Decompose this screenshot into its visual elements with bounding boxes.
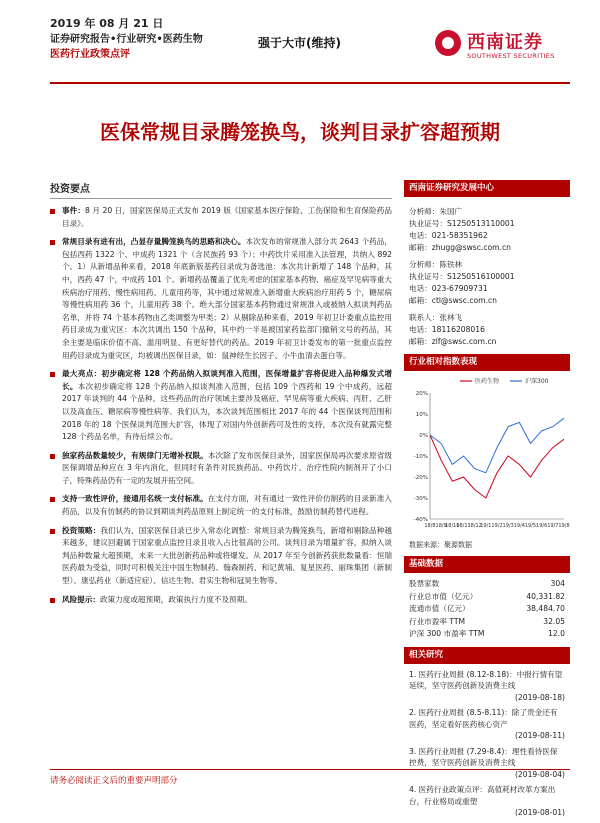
x-tick-label: 19/8 bbox=[558, 523, 570, 529]
bullet-square-icon bbox=[50, 529, 55, 534]
analyst-id: 执业证号：S1250513110001 bbox=[409, 219, 515, 228]
paragraph-text: 我们认为，国家医保目录已步入常态化调整：常规目录为腾笼换鸟，新增和剔除品种越来越多，建议回避属于国家重点监控目录且收入占比很高的公司。谈判目录为增量扩容，拟纳入谈判品种数量大超预期，未来一大批创新药品种或将爆发。从 2017 年至今创新药获批数量看：恒瑞医药最为受益，同时可积极关注中国生物制药、翰森制药、和记黄埔、复星医药、丽珠集团（新制型）、康弘药业（新适应症）、信达生物、君实生物和冠昊生物等。 bbox=[62, 525, 393, 586]
x-tick-label: 19/3 bbox=[502, 523, 514, 529]
analyst-email[interactable]: 邮箱：zlf@swsc.com.cn bbox=[409, 337, 497, 346]
legend-label: 沪深300 bbox=[525, 378, 549, 385]
chart-area bbox=[404, 371, 570, 539]
paragraph-text: 政策力度或超预期，政策执行力度不及预期。 bbox=[99, 594, 252, 604]
main-content bbox=[50, 180, 392, 612]
y-tick-label: 0% bbox=[419, 433, 428, 439]
report-title: 医保常规目录腾笼换鸟，谈判目录扩容超预期 bbox=[100, 120, 500, 144]
chart-source-note: 数据来源：聚源数据 bbox=[409, 541, 472, 549]
paragraph-lead: 事件： bbox=[62, 206, 86, 215]
related-item[interactable] bbox=[409, 669, 565, 704]
sidebar bbox=[404, 180, 570, 823]
footer-disclaimer: 请务必阅读正文后的重要声明部分 bbox=[50, 776, 178, 786]
chart-box bbox=[404, 354, 570, 550]
related-item[interactable] bbox=[409, 746, 565, 781]
paragraph-lead: 独家药品数量较少，有规律门无增补权限。 bbox=[62, 450, 208, 460]
report-category: 证券研究报告•行业研究•医药生物 bbox=[50, 34, 203, 45]
related-heading: 相关研究 bbox=[404, 647, 570, 664]
x-tick-label: 18/11 bbox=[456, 523, 471, 529]
analyst-email[interactable]: 邮箱：zhugg@swsc.com.cn bbox=[409, 243, 511, 252]
company-logo bbox=[435, 28, 565, 68]
paragraph-lead: 常规目录有进有出，凸显存量腾笼换鸟的思路和决心。 bbox=[62, 237, 246, 247]
y-tick-label: -30% bbox=[413, 496, 428, 502]
related-item[interactable] bbox=[409, 707, 565, 742]
paragraph-list bbox=[50, 205, 392, 606]
x-tick-label: 18/9 bbox=[435, 523, 447, 529]
y-tick-label: 20% bbox=[415, 391, 428, 397]
x-tick-label: 19/1 bbox=[480, 523, 492, 529]
analyst-email[interactable]: 邮箱：ctl@swsc.com.cn bbox=[409, 296, 497, 305]
basic-data-row bbox=[404, 603, 570, 616]
paragraph-text: 本次除了发布医保目录外，国家医保局再次要求原省级医保调增品种应在 3 年内消化，但同时有条件对民族药品、中药饮片、治疗性院内制剂开了小口子，特殊药品仍有一定的发展开拓空间。 bbox=[62, 450, 393, 485]
paragraph-lead: 支持一致性评价，接通用名统一支付标准。 bbox=[62, 494, 208, 504]
analyst-name: 联系人：张林飞 bbox=[409, 313, 463, 322]
basic-data-row bbox=[404, 591, 570, 604]
x-tick-label: 18/8 bbox=[424, 523, 436, 529]
basic-data-label: 流通市值（亿元） bbox=[409, 604, 470, 613]
y-tick-label: -10% bbox=[413, 454, 428, 460]
basic-data-value: 40,331.82 bbox=[526, 591, 565, 601]
basic-data-value: 38,484.70 bbox=[526, 604, 565, 613]
y-tick-label: 10% bbox=[415, 412, 428, 418]
related-date: (2019-08-18) bbox=[514, 692, 565, 702]
bullet-square-icon bbox=[50, 240, 55, 245]
section-heading: 投资要点 bbox=[50, 180, 392, 199]
basic-data-row bbox=[404, 628, 570, 641]
basic-data-row bbox=[404, 578, 570, 591]
basic-data-value: 32.05 bbox=[543, 616, 565, 626]
related-title: 1. 医药行业周报 (8.12-8.18)：中报行情有望延续，坚守医药创新及消费主线 bbox=[409, 669, 563, 690]
logo-text-cn: 西南证券 bbox=[467, 32, 543, 53]
summary-paragraph bbox=[50, 594, 392, 607]
analyst-phone: 电话：023-67909731 bbox=[409, 284, 488, 293]
paragraph-text: 本次初步确定将 128 个药品纳入拟谈判准入范围，包括 109 个西药和 19 个中成药，远超 2017 年谈判的 44 个品种。这些药品的治疗领域主要涉及癌症、罕见病等重大疾病、丙肝、乙肝以及高血压、糖尿病等慢性病等。我们认为，本次谈判范围相比 2017 年的 44 个医保谈判范围和 2018 年的 18 个医保谈判范围大扩容，体现了对国内外创新药可及性的支持，本次没有就露完整 128 个药品名单，有待后续公布。 bbox=[62, 381, 392, 442]
related-date: (2019-08-04) bbox=[514, 769, 565, 779]
bullet-square-icon bbox=[50, 454, 55, 459]
analyst-id: 执业证号：S1250516100001 bbox=[409, 272, 515, 281]
related-research-list bbox=[404, 664, 570, 819]
summary-paragraph bbox=[50, 236, 392, 362]
analyst-list bbox=[404, 197, 570, 348]
basic-data-heading: 基础数据 bbox=[404, 556, 570, 573]
paragraph-text: 本次发布的常规准入部分共 2643 个药品，包括西药 1322 个、中成药 1321 个（含民族药 93 个）；中药饮片采用准入法管理，共纳入 892 个。1）从新增品种来看，2018 年底新版基药目录成为备选池：本次共计新增了 148 个品种，其中，西药 47 个，中成药 101 个。新增药品覆盖了优先考虑的国家基本药物、癌症及罕见病等重大疾病治疗用药、慢性病用药、儿童用药等，其中通过常规准入新增重大疾病治疗用药 5 个，糖尿病等慢性病用药 36 个，儿童用药 38 个。绝大部分国家基本药物通过常规准入或被纳入拟谈判药品名单，并将 74 个基本药物由乙类调整为甲类；2）从剔除品种来看，2019 年初卫计委重点监控用药目录成为重灾区：本次共调出 150 个品种，其中约一半是被国家药监部门撤销文号的药品，其余主要是临床价值不高、滥用明显、有更好替代的药品。2019 年初卫计委发布的第一批重点监控用药目录成为重灾区，均被调出医保目录，如：鼠神经生长因子、小牛血清去蛋白等。 bbox=[62, 237, 393, 360]
series-line-pharma bbox=[430, 435, 564, 498]
basic-data-row bbox=[404, 616, 570, 629]
basic-data-label: 沪深 300 市盈率 TTM bbox=[409, 629, 485, 638]
summary-paragraph bbox=[50, 525, 392, 588]
bullet-square-icon bbox=[50, 598, 55, 603]
basic-data-value: 304 bbox=[550, 579, 565, 588]
header-divider bbox=[50, 82, 570, 84]
basic-data-value: 12.0 bbox=[548, 629, 565, 638]
analyst-phone: 电话：18116208016 bbox=[409, 325, 485, 334]
legend-label: 医药生物 bbox=[475, 378, 500, 385]
paragraph-lead: 风险提示： bbox=[62, 594, 100, 604]
bullet-square-icon bbox=[50, 209, 55, 214]
related-title: 2. 医药行业周报 (8.5-8.11)：除了贵金还有医药，坚定看好医药核心资产 bbox=[409, 708, 558, 729]
team-heading: 西南证券研究发展中心 bbox=[404, 180, 570, 197]
basic-data-label: 行业总市值（亿元） bbox=[409, 591, 478, 601]
industry-rating: 强于大市(维持) bbox=[258, 36, 341, 50]
summary-paragraph bbox=[50, 450, 392, 488]
logo-text-en: SOUTHWEST SECURITIES bbox=[467, 52, 555, 60]
basic-data-label: 行业市盈率 TTM bbox=[409, 616, 466, 626]
related-date: (2019-08-01) bbox=[514, 808, 565, 817]
relative-index-chart bbox=[404, 371, 570, 539]
report-date: 2019 年 08 月 21 日 bbox=[50, 17, 164, 30]
analyst-name: 分析师：朱国广 bbox=[409, 207, 463, 216]
x-tick-label: 19/5 bbox=[524, 523, 537, 529]
x-tick-label: 18/10 bbox=[445, 523, 460, 529]
basic-data-label: 股票家数 bbox=[409, 579, 440, 588]
series-line-csi300 bbox=[430, 418, 564, 473]
logo-mark-icon bbox=[435, 30, 461, 56]
x-tick-label: 19/4 bbox=[513, 523, 525, 529]
paragraph-lead: 投资策略： bbox=[62, 525, 101, 535]
report-subcategory: 医药行业政策点评 bbox=[50, 49, 130, 60]
header-left bbox=[50, 16, 270, 62]
bullet-square-icon bbox=[50, 372, 55, 377]
chart-heading: 行业相对指数表现 bbox=[404, 354, 570, 371]
x-tick-label: 19/2 bbox=[491, 523, 503, 529]
analyst-name: 分析师：陈铁林 bbox=[409, 260, 463, 269]
summary-paragraph bbox=[50, 205, 392, 230]
x-tick-label: 19/6 bbox=[536, 523, 548, 529]
paragraph-text: 8 月 20 日，国家医保局正式发布 2019 版《国家基本医疗保险、工伤保险和生育保险药品目录》。 bbox=[62, 206, 392, 228]
paragraph-text: 在支付方面，对有通过一致性评价仿制药的目录新准入药品，以及有仿制药的协议到期谈判药品原则上制定统一的支付标准，鼓励仿制药替代进程。 bbox=[62, 494, 393, 517]
paragraph-lead: 最大亮点：初步确定将 128 个药品纳入拟谈判准入范围，医保增量扩容将促进入品种爆发式增长。 bbox=[62, 369, 392, 391]
basic-data-table bbox=[404, 578, 570, 641]
related-date: (2019-08-11) bbox=[514, 731, 565, 740]
related-item[interactable] bbox=[409, 784, 565, 819]
y-tick-label: -40% bbox=[413, 517, 428, 523]
x-tick-label: 18/12 bbox=[467, 523, 482, 529]
bullet-square-icon bbox=[50, 497, 55, 502]
summary-paragraph bbox=[50, 368, 392, 444]
related-title: 4. 医药行业政策点评：高值耗材改革方案出台，行业格局或重塑 bbox=[409, 785, 556, 806]
related-title: 3. 医药行业周报 (7.29-8.4)：理性看待医保控费，坚守医药创新及消费主线 bbox=[409, 746, 558, 767]
analyst-phone: 电话：021-58351962 bbox=[409, 231, 488, 240]
summary-paragraph bbox=[50, 493, 392, 518]
footer-divider bbox=[50, 769, 570, 770]
x-tick-label: 19/7 bbox=[547, 523, 559, 529]
y-tick-label: -20% bbox=[413, 475, 428, 481]
